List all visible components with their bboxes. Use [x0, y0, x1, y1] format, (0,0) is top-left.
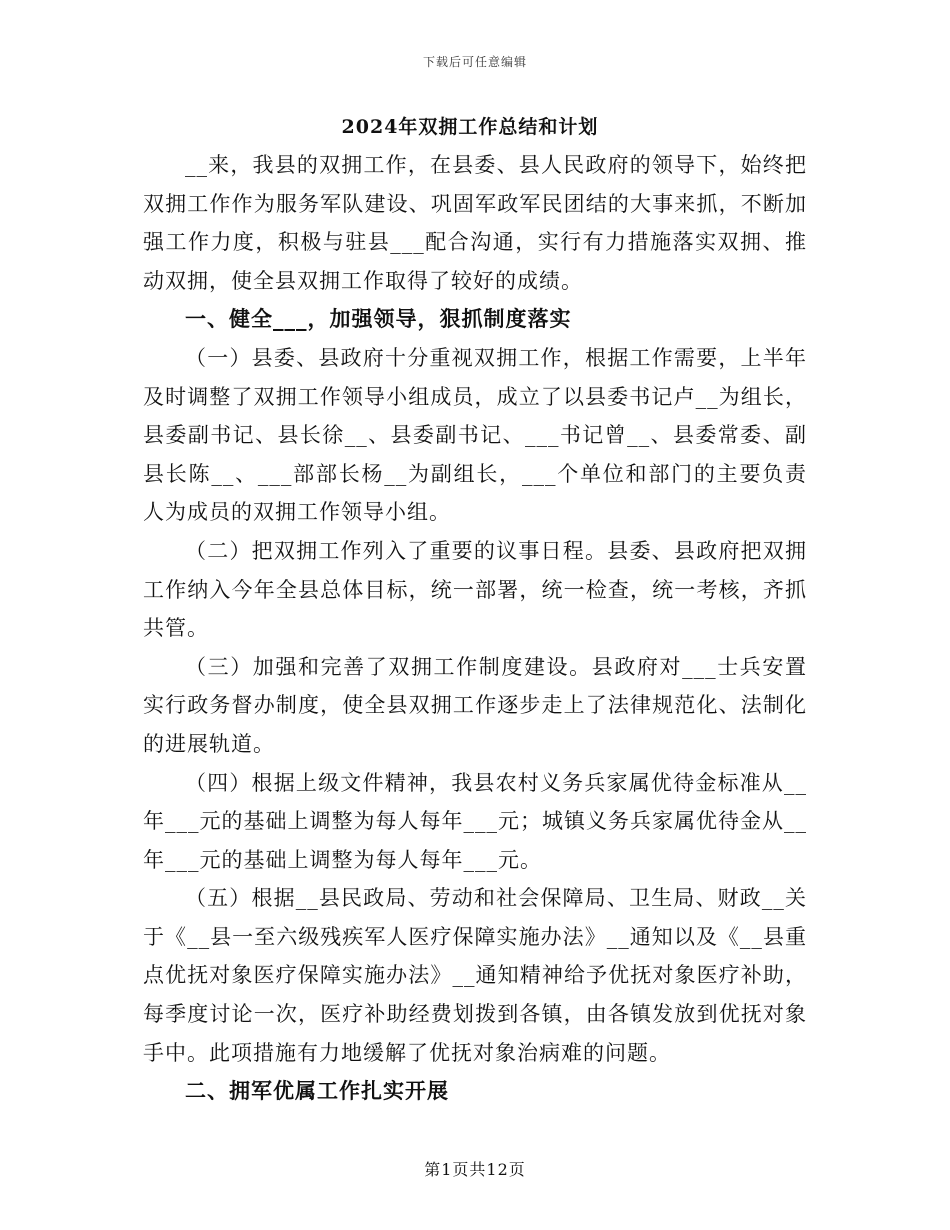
paragraph-intro: __来，我县的双拥工作，在县委、县人民政府的领导下，始终把双拥工作作为服务军队建设、巩固军政军民团结的大事来抓，不断加强工作力度，积极与驻县___配合沟通，实行有力措施落实双拥、推动双拥，使全县双拥工作取得了较好的成绩。	[143, 153, 807, 293]
paragraph-item-2: （二）把双拥工作列入了重要的议事日程。县委、县政府把双拥工作纳入今年全县总体目标，统一部署，统一检查，统一考核，齐抓共管。	[143, 538, 807, 641]
document-title: 2024年双拥工作总结和计划	[341, 116, 599, 138]
paragraph-item-3: （三）加强和完善了双拥工作制度建设。县政府对___士兵安置实行政务督办制度，使全县双拥工作逐步走上了法律规范化、法制化的进展轨道。	[143, 654, 807, 756]
document-body	[143, 108, 807, 1111]
header-note: 下载后可任意编辑	[422, 55, 527, 69]
paragraph-item-5: （五）根据__县民政局、劳动和社会保障局、卫生局、财政__关于《__县一至六级残疾军人医疗保障实施办法》__通知以及《__县重点优抚对象医疗保障实施办法》__通知精神给予优抚对象医疗补助，每季度讨论一次，医疗补助经费划拨到各镇，由各镇发放到优抚对象手中。此项措施有力地缓解了优抚对象治病难的问题。	[143, 886, 807, 1065]
paragraph-item-1: （一）县委、县政府十分重视双拥工作，根据工作需要，上半年及时调整了双拥工作领导小组成员，成立了以县委书记卢__为组长，县委副书记、县长徐__、县委副书记、___书记曾__、县委常委、副县长陈__、___部部长杨__为副组长，___个单位和部门的主要负责人为成员的双拥工作领导小组。	[143, 345, 807, 525]
page-number: 第1页共12页	[424, 1160, 526, 1179]
section-heading-1: 一、健全___，加强领导，狠抓制度落实	[185, 306, 572, 332]
section-heading-2: 二、拥军优属工作扎实开展	[185, 1078, 449, 1104]
paragraph-item-4: （四）根据上级文件精神，我县农村义务兵家属优待金标准从__年___元的基础上调整为每人每年___元；城镇义务兵家属优待金从__年___元的基础上调整为每人每年___元。	[143, 770, 807, 872]
